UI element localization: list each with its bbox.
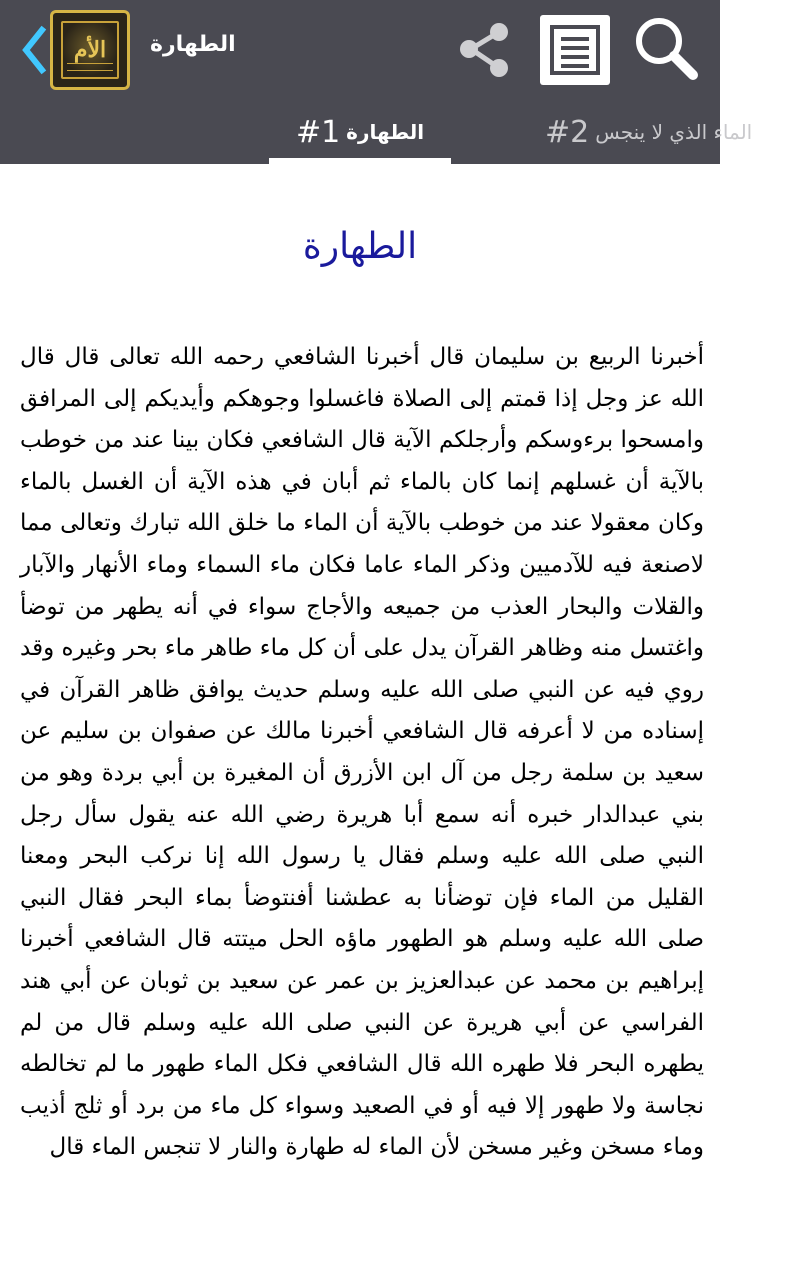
app-logo[interactable]	[50, 10, 130, 90]
chapter-content[interactable]	[0, 164, 720, 1280]
tab-label: الطهارة	[346, 120, 425, 144]
tab-chapter-2[interactable]	[545, 100, 805, 164]
search-icon	[630, 12, 704, 86]
tab-number: #1	[295, 114, 341, 150]
back-chevron-icon[interactable]	[14, 22, 50, 78]
search-button[interactable]	[630, 12, 704, 86]
chapter-title: الطهارة	[302, 226, 418, 267]
app-bar	[0, 0, 720, 100]
tab-label: الماء الذي لا ينجس	[595, 120, 753, 144]
share-button[interactable]	[452, 18, 518, 84]
share-icon	[452, 18, 518, 84]
logo-ornament	[67, 63, 113, 71]
tab-number: #2	[545, 114, 590, 150]
table-of-contents-icon	[550, 25, 600, 75]
table-of-contents-button[interactable]	[540, 15, 610, 85]
chapter-tabs	[0, 100, 753, 164]
tab-chapter-1[interactable]	[269, 100, 451, 164]
logo-frame	[61, 21, 119, 79]
app-title: الطهارة	[150, 32, 236, 57]
logo-text: الأم	[73, 37, 107, 63]
chapter-body-text: أخبرنا الربيع بن سليمان قال أخبرنا الشافعي رحمه الله تعالى قال قال الله عز وجل إذا قمتم إلى الصلاة فاغسلوا وجوهكم وأيديكم إلى المرافق وامسحوا برءوسكم وأرجلكم الآية قال الشافعي فكان بينا عند من خوطب بالآية أن غسلهم إنما كان بالماء ثم أبان في هذه الآية أن الغسل بالماء وكان معقولا عند من خوطب بالآية أن الماء ما خلق الله تبارك وتعالى مما لاصنعة فيه للآدميين وذكر الماء عاما فكان ماء السماء وماء الأنهار والآبار والقلات والبحار العذب من جميعه والأجاج سواء في أنه يطهر من توضأ واغتسل منه وظاهر القرآن يدل على أن كل ماء طاهر ماء بحر وغيره وقد روي فيه عن النبي صلى الله عليه وسلم حديث يوافق ظاهر القرآن في إسناده من لا أعرفه قال الشافعي أخبرنا مالك عن صفوان بن سليم عن سعيد بن سلمة رجل من آل ابن الأزرق أن المغيرة بن أبي بردة وهو من بني عبدالدار خبره أنه سمع أبا هريرة رضي الله عنه يقول سأل رجل النبي صلى الله عليه وسلم فقال يا رسول الله إنا نركب البحر ومعنا القليل من الماء فإن توضأنا به عطشنا أفنتوضأ بماء البحر فقال النبي صلى الله عليه وسلم هو الطهور ماؤه الحل ميتته قال الشافعي أخبرنا إبراهيم بن محمد عن عبدالعزيز بن عمر عن سعيد بن ثوبان عن أبي هند الفراسي عن أبي هريرة عن النبي صلى الله عليه وسلم قال من لم يطهره البحر فلا طهره الله قال الشافعي فكل الماء طهور ما لم تخالطه نجاسة ولا طهور إلا فيه أو في الصعيد وسواء كل ماء من برد أو ثلج أذيب وماء مسخن وغير مسخن لأن الماء له طهارة والنار لا تنجس الماء قال	[20, 344, 704, 1161]
